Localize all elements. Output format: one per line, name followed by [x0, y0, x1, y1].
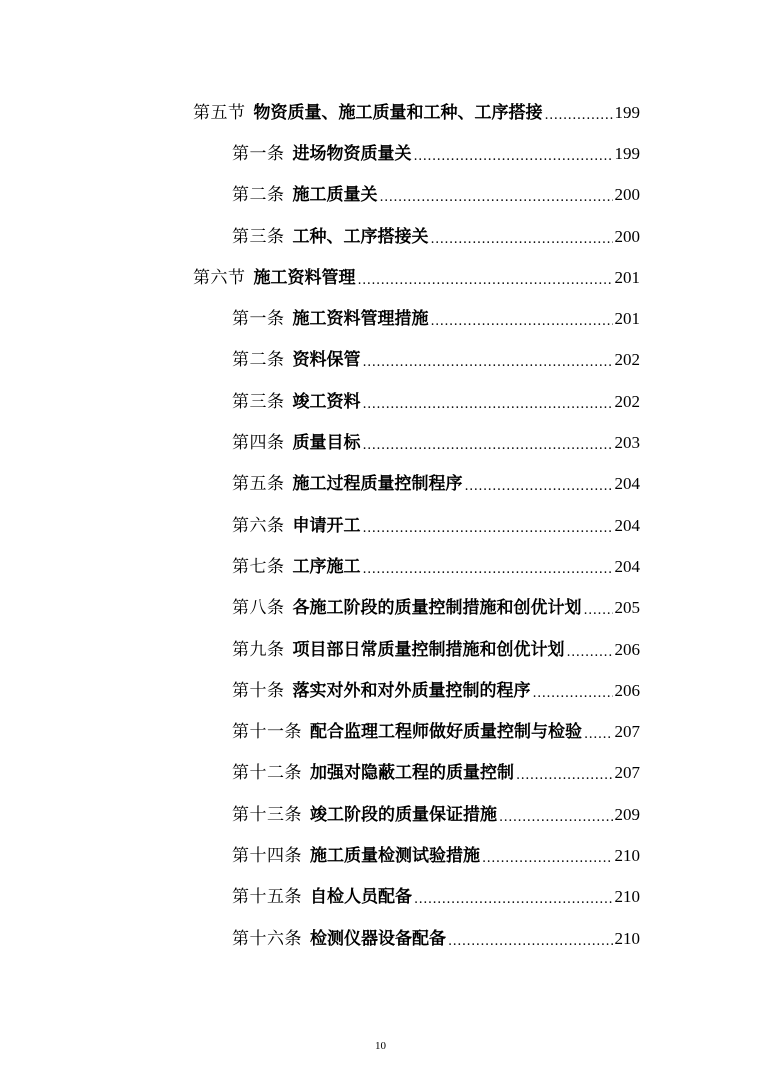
toc-entry-page: 210 [614, 928, 640, 948]
toc-entry-title: 进场物资质量关 [292, 143, 412, 164]
toc-entry[interactable] [0, 835, 640, 876]
toc-entry-title: 物资质量、施工质量和工种、工序搭接 [253, 102, 543, 123]
toc-dot-leader [584, 720, 613, 744]
toc-dot-leader [431, 225, 613, 249]
toc-entry-label: 第十一条 [232, 722, 302, 743]
toc-entry-label: 第三条 [232, 226, 285, 247]
toc-entry-title: 竣工阶段的质量保证措施 [310, 804, 497, 825]
toc-entry[interactable] [0, 505, 640, 546]
toc-dot-leader [363, 514, 613, 538]
toc-entry-title: 施工质量检测试验措施 [310, 845, 480, 866]
toc-entry-label: 第三条 [232, 391, 285, 412]
toc-entry-title: 各施工阶段的质量控制措施和创优计划 [292, 598, 582, 619]
toc-entry-page: 202 [614, 391, 640, 411]
toc-entry[interactable] [0, 794, 640, 835]
toc-entry[interactable] [0, 546, 640, 587]
toc-entry[interactable] [0, 298, 640, 339]
toc-entry-title: 施工资料管理 [253, 267, 356, 288]
toc-entry[interactable] [0, 670, 640, 711]
toc-dot-leader [363, 348, 613, 372]
toc-entry-label: 第十四条 [232, 845, 302, 866]
toc-entry[interactable] [0, 92, 640, 133]
toc-entry[interactable] [0, 464, 640, 505]
toc-entry[interactable] [0, 877, 640, 918]
toc-entry-page: 201 [614, 309, 640, 329]
toc-dot-leader [380, 183, 613, 207]
toc-entry-page: 206 [614, 639, 640, 659]
toc-entry-title: 落实对外和对外质量控制的程序 [292, 680, 531, 701]
toc-entry[interactable] [0, 753, 640, 794]
toc-entry-title: 自检人员配备 [310, 887, 412, 908]
toc-entry[interactable] [0, 711, 640, 752]
toc-entry-title: 申请开工 [292, 515, 361, 536]
toc-entry-label: 第七条 [232, 556, 285, 577]
toc-entry-label: 第九条 [232, 639, 285, 660]
toc-entry[interactable] [0, 133, 640, 174]
toc-entry-title: 工种、工序搭接关 [292, 226, 429, 247]
toc-entry-label: 第四条 [232, 433, 285, 454]
toc-entry-page: 204 [614, 556, 640, 576]
toc-dot-leader [363, 555, 613, 579]
toc-entry[interactable] [0, 588, 640, 629]
toc-entry-title: 配合监理工程师做好质量控制与检验 [310, 722, 582, 743]
toc-dot-leader [363, 390, 613, 414]
toc-entry-label: 第十条 [232, 680, 285, 701]
toc-entry[interactable] [0, 175, 640, 216]
toc-entry-label: 第二条 [232, 350, 285, 371]
toc-entry-label: 第六节 [193, 267, 246, 288]
toc-entry-page: 203 [614, 433, 640, 453]
toc-dot-leader [482, 844, 613, 868]
toc-entry-page: 201 [614, 267, 640, 287]
toc-entry-label: 第五节 [193, 102, 246, 123]
toc-entry-page: 209 [614, 804, 640, 824]
toc-entry-label: 第一条 [232, 309, 285, 330]
toc-dot-leader [448, 927, 613, 951]
toc-entry[interactable] [0, 422, 640, 463]
toc-entry-page: 204 [614, 515, 640, 535]
toc-entry-page: 205 [614, 598, 640, 618]
table-of-contents [0, 92, 761, 959]
toc-entry-title: 施工资料管理措施 [292, 309, 429, 330]
toc-entry-page: 207 [614, 763, 640, 783]
toc-dot-leader [533, 679, 613, 703]
toc-dot-leader [414, 142, 613, 166]
toc-entry-title: 施工质量关 [292, 185, 378, 206]
toc-entry-label: 第十五条 [232, 887, 302, 908]
toc-entry[interactable] [0, 629, 640, 670]
toc-entry-page: 199 [614, 102, 640, 122]
toc-entry-title: 资料保管 [292, 350, 361, 371]
toc-entry-page: 210 [614, 845, 640, 865]
toc-dot-leader [499, 803, 613, 827]
toc-dot-leader [431, 307, 613, 331]
toc-entry-label: 第十三条 [232, 804, 302, 825]
toc-entry-page: 200 [614, 226, 640, 246]
toc-entry-label: 第十二条 [232, 763, 302, 784]
toc-entry-title: 检测仪器设备配备 [310, 928, 446, 949]
toc-entry-title: 竣工资料 [292, 391, 361, 412]
toc-entry[interactable] [0, 918, 640, 959]
toc-entry-page: 206 [614, 680, 640, 700]
toc-entry-label: 第一条 [232, 143, 285, 164]
toc-entry-title: 施工过程质量控制程序 [292, 474, 463, 495]
toc-entry-title: 质量目标 [292, 433, 361, 454]
toc-entry-page: 210 [614, 887, 640, 907]
toc-entry-title: 加强对隐蔽工程的质量控制 [310, 763, 514, 784]
toc-entry-page: 200 [614, 185, 640, 205]
toc-entry[interactable] [0, 257, 640, 298]
toc-entry[interactable] [0, 216, 640, 257]
toc-dot-leader [516, 761, 613, 785]
toc-entry-page: 207 [614, 722, 640, 742]
toc-dot-leader [567, 638, 613, 662]
toc-dot-leader [414, 885, 613, 909]
toc-entry-page: 202 [614, 350, 640, 370]
toc-entry-label: 第六条 [232, 515, 285, 536]
toc-entry[interactable] [0, 340, 640, 381]
toc-entry[interactable] [0, 381, 640, 422]
toc-dot-leader [584, 596, 613, 620]
toc-dot-leader [465, 472, 613, 496]
toc-entry-page: 199 [614, 143, 640, 163]
toc-entry-title: 项目部日常质量控制措施和创优计划 [292, 639, 565, 660]
toc-dot-leader [363, 431, 613, 455]
toc-entry-page: 204 [614, 474, 640, 494]
toc-entry-label: 第十六条 [232, 928, 302, 949]
toc-entry-title: 工序施工 [292, 556, 361, 577]
page-number: 10 [375, 1040, 386, 1052]
toc-dot-leader [545, 101, 613, 125]
toc-entry-label: 第八条 [232, 598, 285, 619]
toc-entry-label: 第五条 [232, 474, 285, 495]
toc-entry-label: 第二条 [232, 185, 285, 206]
toc-dot-leader [358, 266, 613, 290]
